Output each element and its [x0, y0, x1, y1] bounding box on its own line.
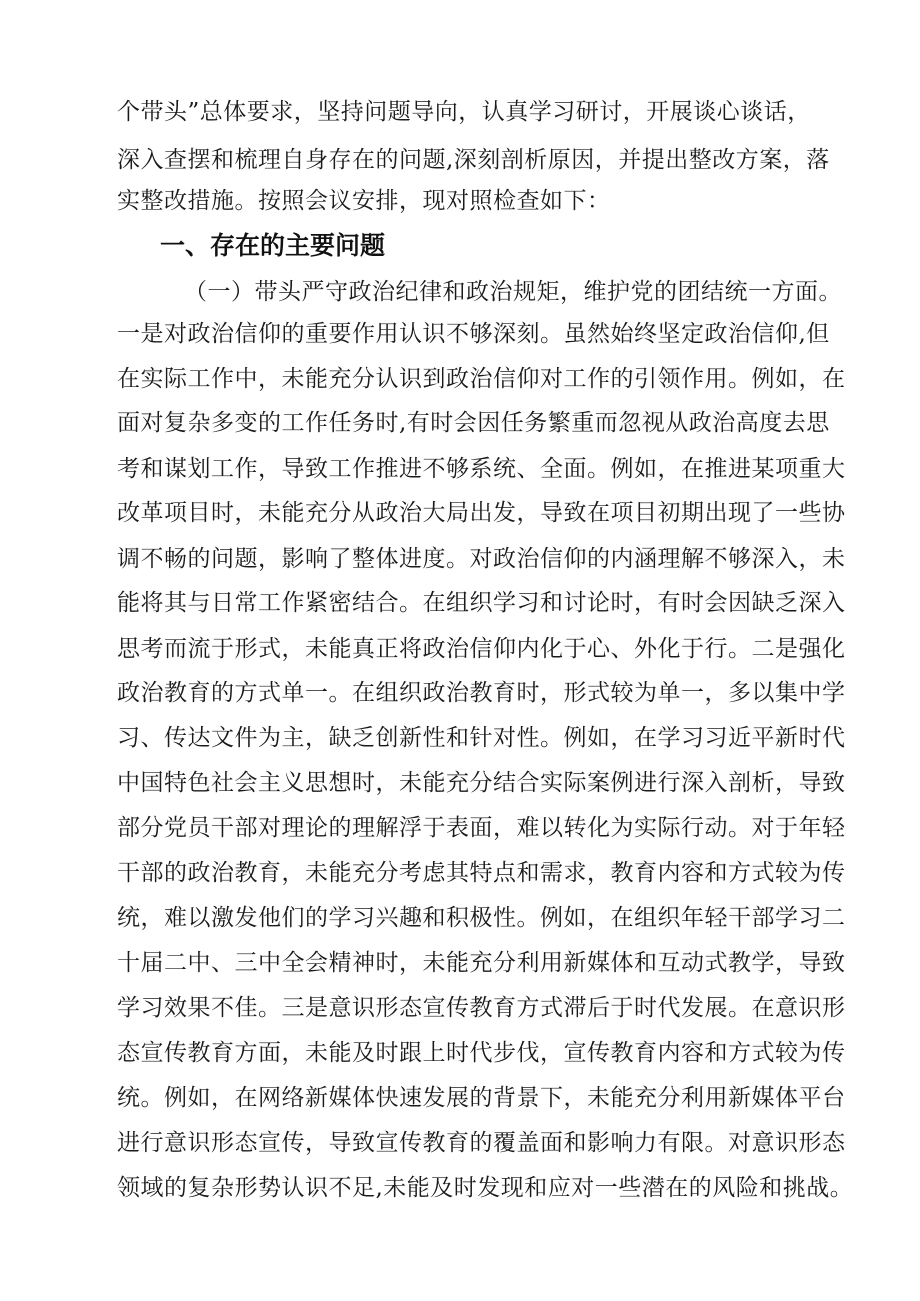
intro-line-3: 实整改措施。按照会议安排，现对照检查如下：	[117, 188, 611, 214]
body-line-2: 一是对政治信仰的重要作用认识不够深刻。虽然始终坚定政治信仰,但	[117, 321, 830, 347]
body-line-10: 政治教育的方式单一。在组织政治教育时，形式较为单一，多以集中学	[117, 680, 846, 706]
body-line-13: 部分党员干部对理论的理解浮于表面，难以转化为实际行动。对于年轻	[117, 815, 846, 841]
body-line-6: 改革项目时，未能充分从政治大局出发，导致在项目初期出现了一些协	[117, 500, 846, 526]
intro-line-1: 个带头”总体要求，坚持问题导向，认真学习研讨，开展谈心谈话，	[117, 99, 811, 125]
body-line-16: 十届二中、三中全会精神时，未能充分利用新媒体和互动式教学，导致	[117, 950, 846, 976]
body-line-15: 统，难以激发他们的学习兴趣和积极性。例如，在组织年轻干部学习二	[117, 905, 846, 931]
body-line-18: 态宣传教育方面，未能及时跟上时代步伐，宣传教育内容和方式较为传	[117, 1040, 846, 1066]
body-line-19: 统。例如，在网络新媒体快速发展的背景下，未能充分利用新媒体平台	[117, 1085, 846, 1111]
body-line-11: 习、传达文件为主，缺乏创新性和针对性。例如，在学习习近平新时代	[117, 725, 846, 751]
body-line-4: 面对复杂多变的工作任务时,有时会因任务繁重而忽视从政治高度去思	[117, 410, 830, 436]
subsection-title: （一）带头严守政治纪律和政治规矩，维护党的团结统一方面。	[184, 279, 842, 305]
body-line-12: 中国特色社会主义思想时，未能充分结合实际案例进行深入剖析，导致	[117, 770, 846, 796]
section-heading: 一、存在的主要问题	[160, 231, 386, 260]
body-line-5: 考和谋划工作，导致工作推进不够系统、全面。例如，在推进某项重大	[117, 456, 846, 482]
body-line-14: 干部的政治教育，未能充分考虑其特点和需求，教育内容和方式较为传	[117, 860, 846, 886]
body-line-9: 思考而流于形式，未能真正将政治信仰内化于心、外化于行。二是强化	[117, 636, 846, 662]
body-line-17: 学习效果不佳。三是意识形态宣传教育方式滞后于时代发展。在意识形	[117, 995, 846, 1021]
intro-line-2: 深入查摆和梳理自身存在的问题,深刻剖析原因，并提出整改方案，落	[117, 147, 830, 173]
body-line-21: 领域的复杂形势认识不足,未能及时发现和应对一些潜在的风险和挑战。	[117, 1175, 854, 1201]
body-line-8: 能将其与日常工作紧密结合。在组织学习和讨论时，有时会因缺乏深入	[117, 590, 846, 616]
body-line-20: 进行意识形态宣传，导致宣传教育的覆盖面和影响力有限。对意识形态	[117, 1130, 846, 1156]
body-line-7: 调不畅的问题，影响了整体进度。对政治信仰的内涵理解不够深入，未	[117, 546, 846, 572]
body-line-3: 在实际工作中，未能充分认识到政治信仰对工作的引领作用。例如，在	[117, 366, 846, 392]
